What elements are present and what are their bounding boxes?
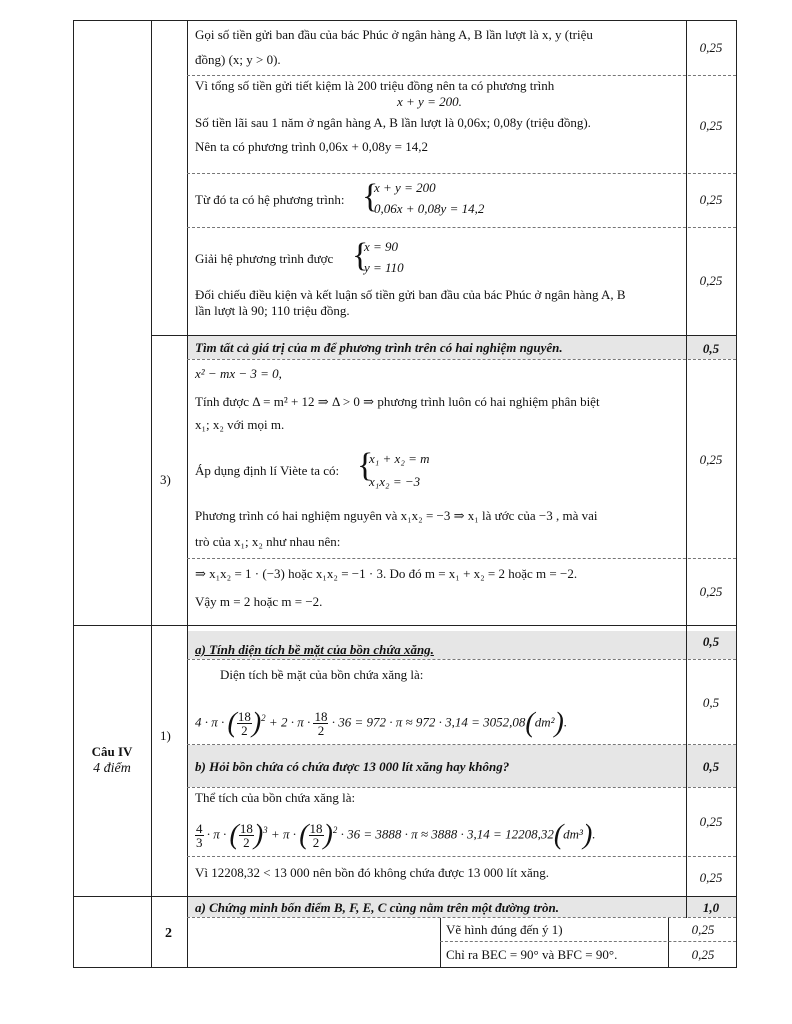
row-sep — [187, 359, 736, 360]
row5-line1: x² − mx − 3 = 0, — [195, 366, 282, 381]
row5-score: 0,25 — [699, 452, 723, 467]
row-sep — [187, 659, 736, 660]
paren-close: ) — [323, 819, 333, 851]
row8-frac0-num: 4 — [196, 820, 203, 836]
row5-line3: x₁; x₂ với mọi m. — [195, 417, 285, 432]
row8-line1: Thể tích của bồn chứa xăng là: — [195, 790, 356, 805]
part-label-3: 3) — [160, 472, 171, 487]
row3-score: 0,25 — [699, 192, 723, 207]
row1-score: 0,25 — [699, 40, 723, 55]
part-a-heading: a) Tính diện tích bề mặt của bồn chứa xăng. — [195, 642, 434, 657]
row7-frac2 — [313, 710, 328, 737]
row1-line1: Gọi số tiền gửi ban đầu của bác Phúc ở ngân hàng A, B lần lượt là x, y (triệu — [195, 27, 593, 42]
row9-score: 0,25 — [699, 870, 723, 885]
row2-line2: Số tiền lãi sau 1 năm ở ngân hàng A, B lần lượt là 0,06x; 0,08y (triệu đồng). — [195, 115, 591, 130]
row8-unit: dm³ — [563, 826, 583, 842]
row8-frac2-num: 18 — [309, 820, 323, 836]
row7-eq-c: · 36 = 972 · π ≈ 972 · 3,14 = 3052,08 — [331, 714, 526, 730]
row1-line2: đồng) (x; y > 0). — [195, 52, 281, 67]
row7-frac2-num: 18 — [314, 708, 328, 724]
paren-open: ( — [227, 707, 237, 739]
row7-line1: Diện tích bề mặt của bồn chứa xăng là: — [220, 667, 424, 682]
row-sep — [440, 941, 736, 942]
row11-score: 0,25 — [691, 947, 715, 962]
row8-formula: $\frac{4}{3}$ · π · ( $\frac{18}{2}$ )$^3$ + π · ( $\frac{18}{2}$ )$^2$ · 36 = 3888 · π ≈ 3888 · 3,14 = 12208,32(dm³). — [196, 819, 596, 851]
row5-line2: Tính được Δ = m² + 12 ⇒ Δ > 0 ⇒ phương trình luôn có hai nghiệm phân biệt — [195, 394, 600, 409]
row7-frac1-den: 2 — [237, 723, 252, 737]
row8-eq-a: · π · — [206, 826, 227, 842]
row8-frac1-den: 2 — [239, 835, 254, 849]
row11-text: Chỉ ra BEC = 90° và BFC = 90°. — [446, 947, 618, 962]
row7-eq-b: + 2 · π · — [268, 714, 311, 730]
row4-line3: lần lượt là 90; 110 triệu đồng. — [195, 303, 350, 318]
exponent: 3 — [263, 825, 268, 835]
row5-line4: Áp dụng định lí Viète ta có: — [195, 463, 340, 478]
part3-heading-score: 0,5 — [702, 341, 720, 356]
row2-line3: Nên ta có phương trình 0,06x + 0,08y = 14,2 — [195, 139, 428, 154]
row8-eq-b: + π · — [270, 826, 296, 842]
part3-heading: Tìm tất cả giá trị của m để phương trình trên có hai nghiệm nguyên. — [195, 340, 563, 355]
row9-text: Vì 12208,32 < 13 000 nên bồn đó không chứa được 13 000 lít xăng. — [195, 865, 549, 880]
row5-eq1: x₁ + x₂ = m — [369, 451, 430, 466]
row7-frac1-num: 18 — [237, 708, 251, 724]
row-sep — [187, 75, 736, 76]
grid-hline-p3 — [151, 335, 737, 336]
paren-close: ) — [253, 819, 264, 851]
question-points: 4 điểm — [93, 761, 131, 776]
row6-score: 0,25 — [699, 584, 723, 599]
row2-eq: x + y = 200. — [397, 94, 462, 109]
row4-line2: Đối chiếu điều kiện và kết luận số tiền gửi ban đầu của bác Phúc ở ngân hàng A, B — [195, 287, 626, 302]
row-sep — [187, 558, 736, 559]
part-a-heading-score: 0,5 — [702, 634, 720, 649]
row-sep — [187, 227, 736, 228]
paren-open: ( — [299, 819, 309, 851]
row-sep — [187, 787, 736, 788]
grid-vline-left — [73, 20, 74, 968]
row4-eq2: y = 110 — [364, 260, 404, 275]
row5-line6: trò của x₁; x₂ như nhau nên: — [195, 534, 341, 549]
row4-eq1: x = 90 — [364, 239, 399, 254]
row7-eq-a: 4 · π · — [195, 714, 225, 730]
paren-close: ) — [554, 707, 564, 739]
row8-frac0 — [195, 822, 204, 849]
grid-hline-bottom — [73, 967, 737, 968]
row5-line5: Phương trình có hai nghiệm nguyên và x₁x₂ = −3 ⇒ x₁ là ước của −3 , mà vai — [195, 508, 598, 523]
row8-eq-c: · 36 = 3888 · π ≈ 3888 · 3,14 = 12208,32 — [340, 826, 554, 842]
row3-text: Từ đó ta có hệ phương trình: — [195, 192, 345, 207]
row-sep — [187, 856, 736, 857]
part-b-heading: b) Hỏi bồn chứa có chứa được 13 000 lít xăng hay không? — [195, 759, 510, 774]
question-label: Câu IV — [91, 744, 133, 759]
paren-close: ) — [582, 819, 593, 851]
row8-score: 0,25 — [699, 814, 723, 829]
exponent: 2 — [332, 825, 338, 835]
grid-hline-top — [73, 20, 737, 21]
part-b-heading-score: 0,5 — [702, 759, 720, 774]
row7-frac2-den: 2 — [313, 723, 328, 737]
row8-frac2 — [309, 822, 324, 849]
grid-hline-p2 — [73, 896, 737, 897]
row8-frac1 — [239, 822, 254, 849]
row7-score: 0,5 — [702, 695, 720, 710]
part-2a-heading: a) Chứng minh bốn điểm B, F, E, C cùng nằm trên một đường tròn. — [195, 900, 560, 915]
row7-unit: dm² — [534, 714, 555, 730]
row3-eq1: x + y = 200 — [374, 180, 436, 195]
row5-brace: { — [357, 447, 374, 484]
grid-hline-q4 — [73, 625, 737, 626]
grid-vline-3 — [187, 20, 188, 968]
row3-eq2: 0,06x + 0,08y = 14,2 — [374, 201, 485, 216]
row10-text: Vẽ hình đúng đến ý 1) — [446, 922, 563, 937]
part-2a-heading-score: 1,0 — [702, 900, 720, 915]
paren-open: ( — [553, 819, 564, 851]
part-label-2: 2 — [165, 926, 172, 941]
row10-score: 0,25 — [691, 922, 715, 937]
row3-brace: { — [362, 178, 379, 215]
row7-frac1 — [237, 710, 252, 737]
grid-vline-2 — [151, 20, 152, 968]
row7-formula: 4 · π · ( $\frac{18}{2}$ )$^2$ + 2 · π · $\frac{18}{2}$ · 36 = 972 · π ≈ 972 · 3,14 = 3052,08(dm²). — [195, 707, 568, 739]
row6-line1: ⇒ x₁x₂ = 1 · (−3) hoặc x₁x₂ = −1 · 3. Do đó m = x₁ + x₂ = 2 hoặc m = −2. — [195, 566, 578, 581]
paren-open: ( — [525, 707, 535, 739]
row-sep — [187, 173, 736, 174]
exponent: 2 — [261, 713, 266, 723]
row6-line2: Vậy m = 2 hoặc m = −2. — [195, 594, 323, 609]
row-sep — [187, 917, 736, 918]
grid-vline-inner — [440, 918, 441, 968]
grid-vline-4 — [686, 20, 687, 918]
row4-score: 0,25 — [699, 273, 723, 288]
paren-close: ) — [251, 707, 262, 739]
row2-score: 0,25 — [699, 118, 723, 133]
row5-eq2: x₁x₂ = −3 — [369, 474, 421, 489]
row2-line1: Vì tổng số tiền gửi tiết kiệm là 200 triệu đồng nên ta có phương trình — [195, 78, 555, 93]
row4-brace: { — [352, 237, 369, 274]
row8-frac1-num: 18 — [239, 820, 253, 836]
row8-frac0-den: 3 — [196, 834, 203, 850]
paren-open: ( — [229, 819, 239, 851]
row4-text: Giải hệ phương trình được — [195, 251, 334, 266]
row8-frac2-den: 2 — [309, 835, 324, 849]
part-label-1: 1) — [160, 728, 171, 743]
row-sep — [187, 744, 736, 745]
